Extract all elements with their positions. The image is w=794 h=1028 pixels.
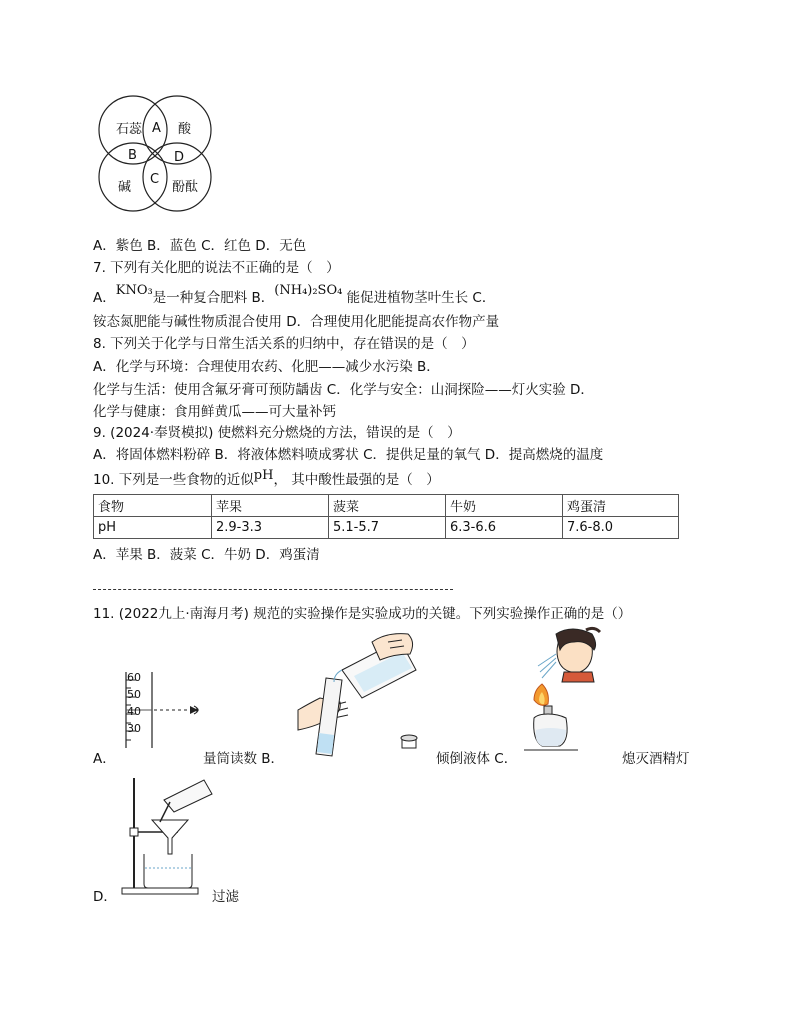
table-cell: 2.9-3.3 [212, 517, 329, 539]
venn-label-acid: 酸 [178, 122, 192, 137]
venn-region-c: C [150, 172, 160, 187]
ph-symbol: pH [253, 468, 274, 483]
table-row [94, 517, 679, 539]
formula-kno3: KNO₃ [115, 283, 153, 298]
table-cell: 苹果 [212, 495, 329, 517]
q7-line2: 铵态氮肥能与碱性物质混合使用 D．合理使用化肥能提高农作物产量 [93, 314, 500, 330]
q11-caption-d: 过滤 [212, 889, 239, 905]
q6-options: A．紫色 B．蓝色 C．红色 D．无色 [93, 238, 307, 254]
formula-nh4-2so4: (NH₄)₂SO₄ [274, 283, 343, 298]
table-cell: 菠菜 [329, 495, 446, 517]
q11-opt-d-label: D． [93, 889, 117, 905]
q8-line2: 化学与生活：使用含氟牙膏可预防龋齿 C．化学与安全：山洞探险——灯火实验 D． [93, 382, 594, 398]
table-cell: 牛奶 [446, 495, 563, 517]
q11-opt-a-label: A． [93, 751, 116, 767]
q7-stem: 7. 下列有关化肥的说法不正确的是（ ） [93, 260, 340, 276]
q11-caption-a: 量筒读数 B． [203, 751, 285, 767]
cylinder-tick-40: 40 [127, 705, 141, 718]
cylinder-tick-30: 30 [127, 722, 141, 735]
venn-label-litmus: 石蕊 [116, 122, 143, 137]
q8-line1: A．化学与环境：合理使用农药、化肥——减少水污染 B． [93, 359, 440, 375]
venn-region-d: D [174, 150, 185, 165]
table-header-row [94, 495, 679, 517]
table-cell: 5.1-5.7 [329, 517, 446, 539]
table-cell: pH [94, 517, 212, 539]
filtration-illustration [112, 772, 222, 900]
q11-caption-c: 熄灭酒精灯 [622, 751, 690, 767]
table-cell: 鸡蛋清 [563, 495, 679, 517]
pouring-liquid-illustration [290, 628, 430, 758]
venn-region-b: B [128, 148, 137, 163]
q7-opt-a-text: 是一种复合肥料 B． [152, 290, 275, 306]
cylinder-tick-50: 50 [127, 688, 141, 701]
venn-region-a: A [152, 121, 161, 136]
table-cell: 食物 [94, 495, 212, 517]
q7-line1 [93, 283, 496, 309]
venn-label-phenolphthalein: 酚酞 [172, 180, 199, 195]
venn-circles [95, 92, 220, 217]
q9-stem: 9. (2024·奉贤模拟) 使燃料充分燃烧的方法，错误的是（ ） [93, 425, 461, 441]
q10-options: A．苹果 B．菠菜 C．牛奶 D．鸡蛋清 [93, 547, 320, 563]
table-cell: 7.6-8.0 [563, 517, 679, 539]
q11-caption-b: 倾倒液体 C． [436, 751, 518, 767]
q10-stem: 10. 下列是一些食物的近似pH， 其中酸性最强的是（ ） [93, 468, 440, 488]
q8-line3: 化学与健康：食用鲜黄瓜——可大量补钙 [93, 404, 336, 420]
q7-opt-a-prefix: A． [93, 290, 116, 306]
table-cell: 6.3-6.6 [446, 517, 563, 539]
q11-stem: 11. (2022九上·南海月考) 规范的实验操作是实验成功的关键。下列实验操作正确的是（） [93, 606, 632, 622]
alcohol-lamp-illustration [520, 628, 620, 758]
food-ph-table [93, 494, 679, 539]
q7-opt-b-text: 能促进植物茎叶生长 C． [342, 290, 496, 306]
q8-stem: 8. 下列关于化学与日常生活关系的归纳中，存在错误的是（ ） [93, 336, 475, 352]
dashed-divider [93, 589, 453, 590]
venn-label-base: 碱 [118, 180, 132, 195]
q9-options: A．将固体燃料粉碎 B．将液体燃料喷成雾状 C．提供足量的氧气 D．提高燃烧的温度 [93, 447, 604, 463]
cylinder-tick-60: 60 [127, 671, 141, 684]
